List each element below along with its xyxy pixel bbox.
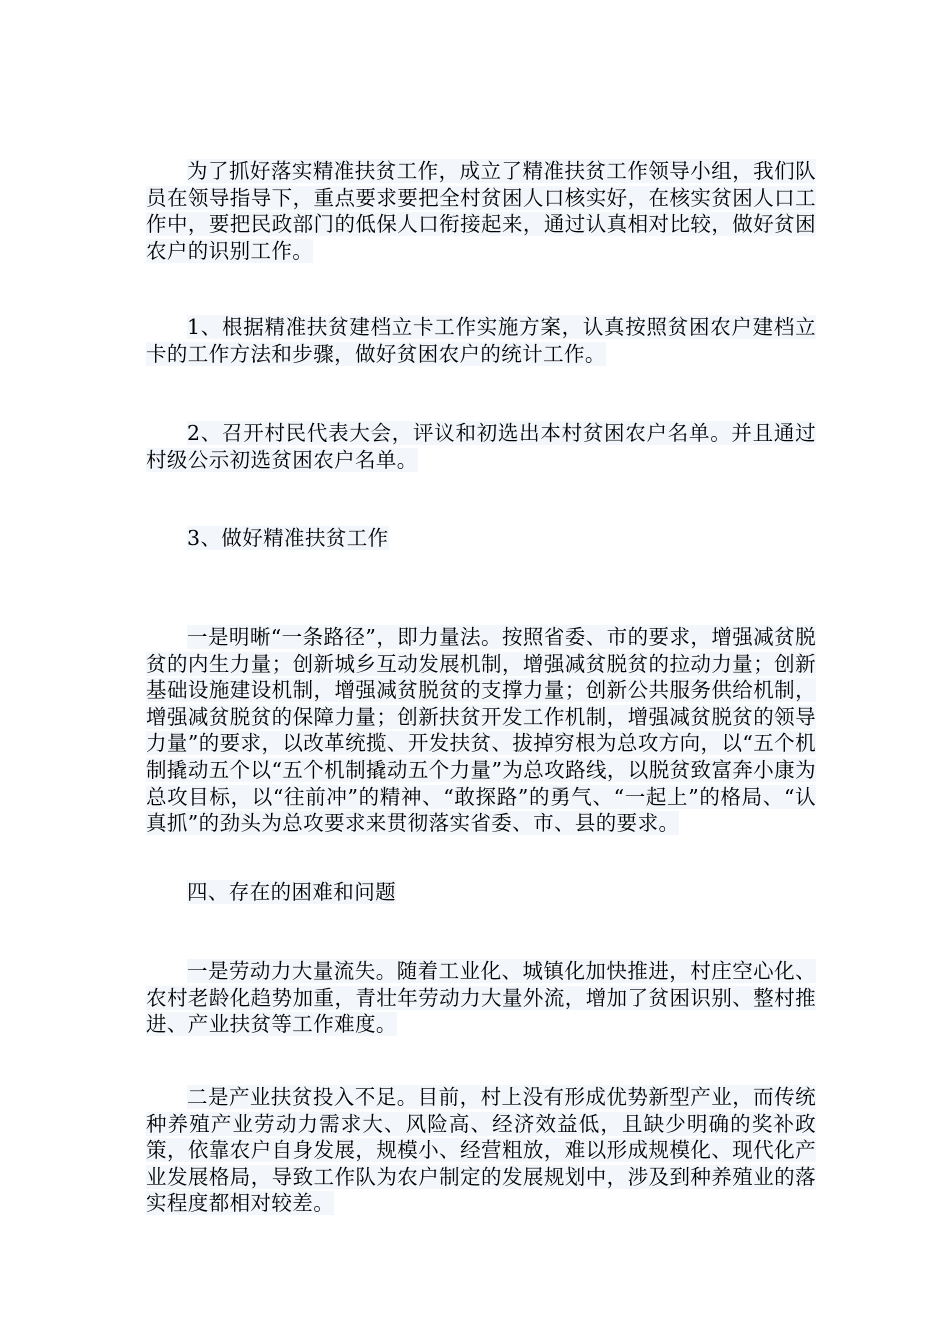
paragraph-item-2-text: 2、召开村民代表大会，评议和初选出本村贫困农户名单。并且通过村级公示初选贫困农户名单。 — [146, 421, 816, 472]
paragraph-industry-investment-text: 二是产业扶贫投入不足。目前，村上没有形成优势新型产业，而传统种养殖产业劳动力需求大、风险高、经济效益低，且缺少明确的奖补政策，依靠农户自身发展，规模小、经营粗放，难以形成规模化、现代化产业发展格局，导致工作队为农户制定的发展规划中，涉及到种养殖业的落实程度都相对较差。 — [146, 1085, 816, 1216]
section-heading-problems-text: 四、存在的困难和问题 — [187, 880, 396, 904]
paragraph-item-1 — [146, 314, 816, 367]
paragraph-intro — [146, 158, 816, 264]
paragraph-item-3-heading — [146, 525, 816, 552]
paragraph-path — [146, 624, 816, 837]
paragraph-path-text: 一是明晰“一条路径”，即力量法。按照省委、市的要求，增强减贫脱贫的内生力量；创新城乡互动发展机制，增强减贫脱贫的拉动力量；创新基础设施建设机制，增强减贫脱贫的支撑力量；创新公共服务供给机制，增强减贫脱贫的保障力量；创新扶贫开发工作机制，增强减贫脱贫的领导力量”的要求，以改革统揽、开发扶贫、拔掉穷根为总攻方向，以“五个机制撬动五个以“五个机制撬动五个力量”为总攻路线，以脱贫致富奔小康为总攻目标，以“往前冲”的精神、“敢探路”的勇气、“一起上”的格局、“认真抓”的劲头为总攻要求来贯彻落实省委、市、县的要求。 — [146, 625, 816, 836]
paragraph-item-3-heading-text: 3、做好精准扶贫工作 — [187, 526, 389, 550]
paragraph-labor-loss-text: 一是劳动力大量流失。随着工业化、城镇化加快推进，村庄空心化、农村老龄化趋势加重，青壮年劳动力大量外流，增加了贫困识别、整村推进、产业扶贫等工作难度。 — [146, 959, 816, 1037]
paragraph-industry-investment — [146, 1084, 816, 1217]
section-heading-problems — [146, 879, 816, 906]
paragraph-item-2 — [146, 420, 816, 473]
paragraph-item-1-text: 1、根据精准扶贫建档立卡工作实施方案，认真按照贫困农户建档立卡的工作方法和步骤，做好贫困农户的统计工作。 — [146, 315, 816, 366]
paragraph-intro-text: 为了抓好落实精准扶贫工作，成立了精准扶贫工作领导小组，我们队员在领导指导下，重点要求要把全村贫困人口核实好，在核实贫困人口工作中，要把民政部门的低保人口衔接起来，通过认真相对比较，做好贫困农户的识别工作。 — [146, 159, 816, 263]
paragraph-labor-loss — [146, 958, 816, 1038]
